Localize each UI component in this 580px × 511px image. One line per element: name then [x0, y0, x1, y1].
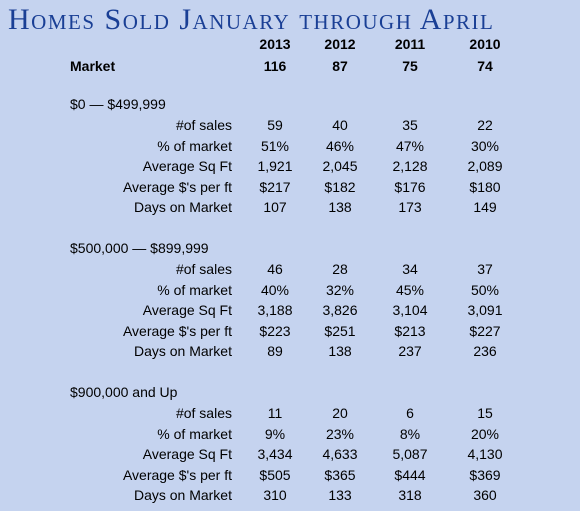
table-cell: 34 — [402, 261, 418, 277]
table-row — [0, 300, 580, 320]
table-cell: 28 — [332, 261, 348, 277]
table-row — [0, 444, 580, 464]
row-label: Average $'s per ft — [122, 178, 232, 195]
table-cell: $213 — [394, 322, 426, 339]
table-cell: 46% — [325, 137, 355, 154]
table-cell: $227 — [469, 322, 501, 339]
table-row — [0, 136, 580, 156]
table-cell: 310 — [263, 487, 287, 504]
row-label: #of sales — [175, 117, 232, 133]
table-cell: 46 — [267, 261, 283, 277]
market-total-row — [0, 56, 580, 76]
table-cell: $251 — [324, 322, 356, 339]
table-cell: 149 — [473, 199, 497, 216]
table-cell: 3,091 — [467, 302, 503, 319]
market-total-value: 87 — [332, 58, 348, 74]
row-label: % of market — [157, 281, 232, 298]
table-row — [0, 485, 580, 505]
table-cell: $505 — [259, 466, 291, 483]
table-cell: 1,921 — [257, 158, 293, 175]
year-header: 2012 — [324, 36, 356, 52]
table-cell: 3,104 — [392, 302, 428, 319]
table-cell: 138 — [328, 199, 352, 216]
table-row — [0, 403, 580, 423]
row-label: Average Sq Ft — [142, 158, 232, 175]
table-row — [0, 177, 580, 197]
table-cell: $444 — [394, 466, 426, 483]
row-label: Days on Market — [133, 343, 232, 360]
row-label: #of sales — [175, 261, 232, 277]
table-cell: 59 — [267, 117, 283, 133]
table-cell: $365 — [324, 466, 356, 483]
row-label: Days on Market — [133, 199, 232, 216]
table-cell: 30% — [470, 137, 500, 154]
table-cell: 133 — [328, 487, 352, 504]
year-header-row — [0, 34, 580, 54]
table-cell: 8% — [399, 425, 421, 442]
table-cell: 50% — [470, 281, 500, 298]
table-cell: $180 — [469, 178, 501, 195]
table-row — [0, 321, 580, 341]
year-header: 2013 — [259, 36, 291, 52]
table-row — [0, 115, 580, 135]
table-cell: 40 — [332, 117, 348, 133]
table-cell: 2,045 — [322, 158, 358, 175]
table-cell: $369 — [469, 466, 501, 483]
table-cell: $182 — [324, 178, 356, 195]
year-header: 2010 — [469, 36, 501, 52]
row-label: #of sales — [175, 405, 232, 421]
table-cell: 2,128 — [392, 158, 428, 175]
table-cell: 138 — [328, 343, 352, 360]
table-cell: 107 — [263, 199, 287, 216]
table-cell: 2,089 — [467, 158, 503, 175]
market-total-value: 75 — [402, 58, 418, 74]
price-range-heading: $500,000 — $899,999 — [70, 240, 209, 256]
table-cell: 47% — [395, 137, 425, 154]
table-cell: 23% — [325, 425, 355, 442]
table-cell: 11 — [267, 405, 283, 421]
table-cell: 3,434 — [257, 446, 293, 463]
table-cell: 3,188 — [257, 302, 293, 319]
row-label: % of market — [157, 425, 232, 442]
table-cell: 40% — [260, 281, 290, 298]
table-cell: 37 — [477, 261, 493, 277]
table-row — [0, 197, 580, 217]
table-cell: 6 — [406, 405, 414, 421]
table-cell: $217 — [259, 178, 291, 195]
market-total-value: 74 — [477, 58, 493, 74]
table-cell: 45% — [395, 281, 425, 298]
market-total-value: 116 — [263, 58, 287, 74]
table-cell: 5,087 — [392, 446, 428, 463]
table-row — [0, 280, 580, 300]
table-cell: 22 — [477, 117, 493, 133]
table-cell: 4,633 — [322, 446, 358, 463]
table-row — [0, 465, 580, 485]
page-title: Homes Sold January through April — [8, 3, 495, 36]
table-row — [0, 156, 580, 176]
table-cell: 51% — [260, 137, 290, 154]
table-row — [0, 341, 580, 361]
table-cell: $176 — [394, 178, 426, 195]
table-cell: 318 — [398, 487, 422, 504]
market-label: Market — [70, 58, 116, 74]
row-label: Average Sq Ft — [142, 302, 232, 319]
table-row — [0, 424, 580, 444]
price-range-heading: $900,000 and Up — [70, 384, 178, 400]
table-cell: 35 — [402, 117, 418, 133]
table-cell: 360 — [473, 487, 497, 504]
table-cell: 173 — [398, 199, 422, 216]
row-label: Average $'s per ft — [122, 322, 232, 339]
table-row — [0, 259, 580, 279]
table-cell: 236 — [473, 343, 497, 360]
row-label: % of market — [157, 137, 232, 154]
table-cell: 9% — [264, 425, 286, 442]
table-cell: $223 — [259, 322, 291, 339]
table-cell: 89 — [267, 343, 283, 360]
row-label: Average Sq Ft — [142, 446, 232, 463]
table-cell: 4,130 — [467, 446, 503, 463]
table-cell: 32% — [325, 281, 355, 298]
table-cell: 20% — [470, 425, 500, 442]
table-cell: 15 — [477, 405, 493, 421]
table-cell: 237 — [398, 343, 422, 360]
row-label: Average $'s per ft — [122, 466, 232, 483]
row-label: Days on Market — [133, 487, 232, 504]
year-header: 2011 — [394, 36, 426, 52]
price-range-heading: $0 — $499,999 — [70, 96, 166, 112]
table-cell: 20 — [332, 405, 348, 421]
table-cell: 3,826 — [322, 302, 358, 319]
